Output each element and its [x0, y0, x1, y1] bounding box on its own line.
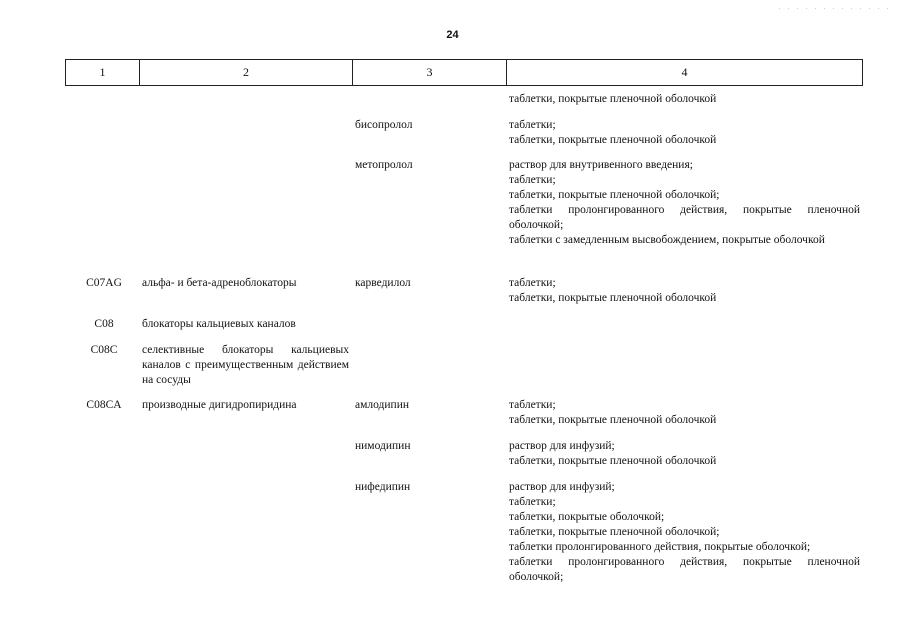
table-row-2-forms: [509, 158, 860, 248]
table-row-1-forms: [509, 118, 860, 148]
dosage-form: таблетки, покрытые пленочной оболочкой: [509, 455, 717, 467]
table-row-2-drug: метопролол: [355, 159, 413, 171]
dosage-form: таблетки с замедленным высвобождением, покрытые оболочкой: [509, 234, 825, 246]
column-header-4: 4: [507, 60, 863, 86]
dosage-form: таблетки пролонгированного действия, покрытые оболочкой;: [509, 541, 811, 553]
dosage-form: таблетки;: [509, 174, 556, 186]
table-row-0-forms: [509, 92, 860, 107]
table-row-1-drug: бисопролол: [355, 119, 413, 131]
dosage-form: раствор для внутривенного введения;: [509, 159, 693, 171]
table-row-7-drug: нимодипин: [355, 440, 411, 452]
dosage-form: таблетки пролонгированного действия, покрытые пленочной оболочкой;: [509, 556, 860, 583]
table-row-6-drug: амлодипин: [355, 399, 410, 411]
table-row-7-forms: [509, 439, 860, 469]
column-header-3: 3: [353, 60, 507, 86]
table-row-4-code: C08: [94, 318, 114, 330]
table-row-3-drug: карведилол: [355, 277, 411, 289]
table-row-3-forms: [509, 276, 860, 306]
dosage-form: таблетки, покрытые пленочной оболочкой: [509, 414, 717, 426]
dosage-form: раствор для инфузий;: [509, 481, 615, 493]
dosage-form: таблетки пролонгированного действия, покрытые пленочной оболочкой;: [509, 204, 860, 231]
table-row-6-forms: [509, 398, 860, 428]
column-header-2: 2: [140, 60, 353, 86]
dosage-form: таблетки;: [509, 496, 556, 508]
dosage-form: таблетки, покрытые пленочной оболочкой;: [509, 526, 720, 538]
table-row-8-drug: нифедипин: [355, 481, 411, 493]
dosage-form: таблетки, покрытые оболочкой;: [509, 511, 665, 523]
dosage-form: таблетки;: [509, 119, 556, 131]
table-row-8-forms: [509, 480, 860, 585]
column-header-row: [65, 59, 863, 86]
column-header-1: 1: [66, 60, 140, 86]
page-number: 24: [446, 29, 459, 41]
dosage-form: таблетки, покрытые пленочной оболочкой;: [509, 189, 720, 201]
scan-noise: [775, 6, 895, 12]
table-row-4-group: блокаторы кальциевых каналов: [142, 318, 296, 330]
dosage-form: таблетки, покрытые пленочной оболочкой: [509, 134, 717, 146]
dosage-form: таблетки;: [509, 399, 556, 411]
table-row-6-group: производные дигидропиридина: [142, 399, 297, 411]
table-row-3-code: C07AG: [86, 277, 122, 289]
table-row-6-code: C08CA: [86, 399, 122, 411]
table-row-3-group: альфа- и бета-адреноблокаторы: [142, 277, 297, 289]
dosage-form: раствор для инфузий;: [509, 440, 615, 452]
dosage-form: таблетки, покрытые пленочной оболочкой: [509, 93, 717, 105]
table-row-5-code: C08C: [90, 344, 118, 356]
table-row-5-group: селективные блокаторы кальциевых каналов с преимущественным действием на сосуды: [142, 344, 349, 386]
dosage-form: таблетки, покрытые пленочной оболочкой: [509, 292, 717, 304]
dosage-form: таблетки;: [509, 277, 556, 289]
